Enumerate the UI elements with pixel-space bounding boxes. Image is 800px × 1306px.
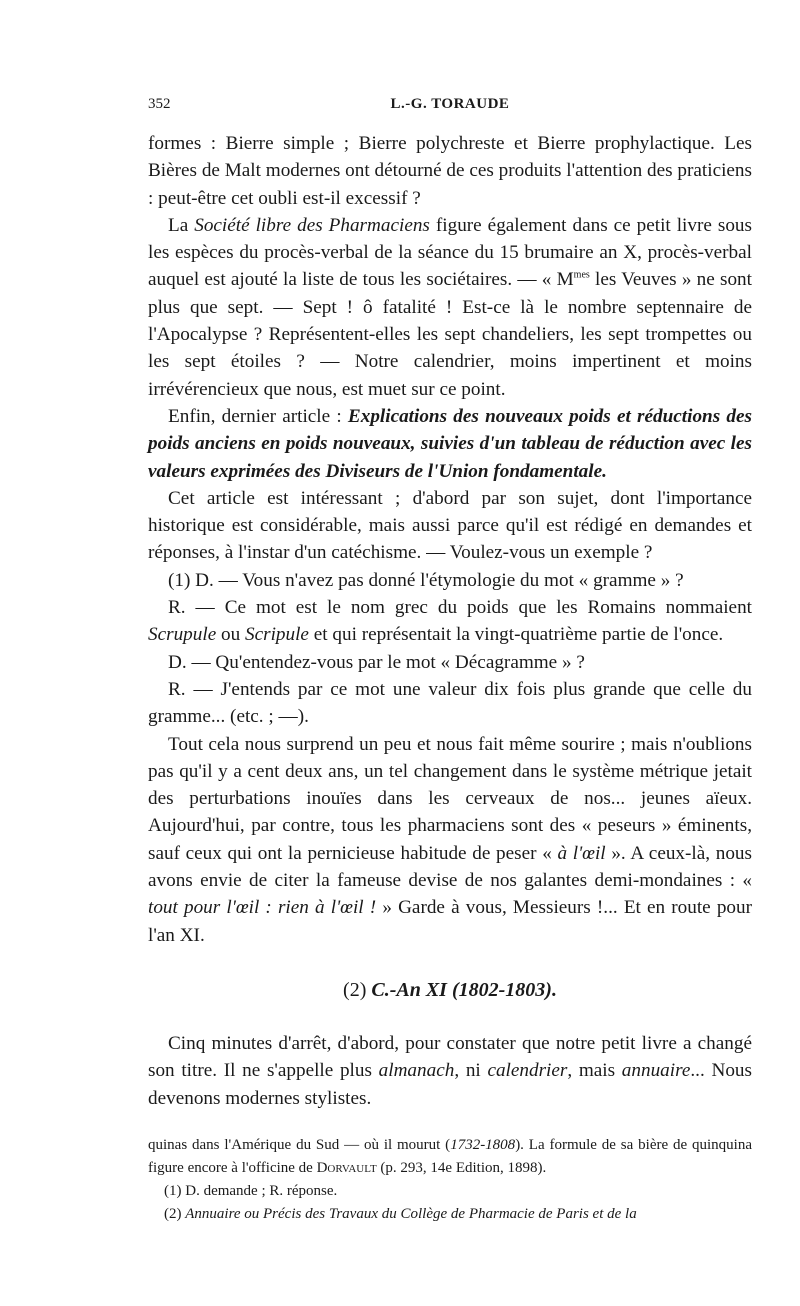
italic-run: annuaire: [621, 1060, 691, 1082]
italic-run: Scripule: [245, 624, 309, 646]
footnotes: [148, 1134, 752, 1226]
paragraph-10: [148, 1030, 752, 1112]
page-header: [148, 96, 752, 120]
text-run: La: [168, 214, 195, 236]
paragraph-4: [148, 485, 752, 567]
text-run: , mais: [567, 1060, 622, 1082]
text-run: les Veuves » ne sont plus que sept. — Sept ! ô fatalité ! Est-ce là le nombre septennaire de l'Apocalypse ? Représentent-elles les sept chandeliers, les sept trompettes ou les sept étoiles ? — Notre calendrier, moins impertinent et moins irrévérencieux que nous, est muet sur ce point.: [148, 269, 752, 400]
section-title-text: C.-An XI (1802-1803).: [371, 978, 557, 1001]
page-number: 352: [148, 96, 171, 112]
text-run: R. — J'entends par ce mot une valeur dix fois plus grande que celle du gramme... (etc. ; —).: [148, 678, 752, 728]
text-run: formes : Bierre simple ; Bierre polychreste et Bierre prophylactique. Les Bières de Malt modernes ont détourné de ces produits l'attention des praticiens : peut-être cet oubli est-il excessif ?: [148, 133, 752, 209]
paragraph-9: [148, 731, 752, 949]
superscript: mes: [573, 270, 590, 282]
text-run: D. — Qu'entendez-vous par le mot « Décagramme » ?: [168, 651, 585, 673]
italic-run: tout pour l'œil : rien à l'œil !: [148, 897, 377, 919]
text-run: ». A ceux-là, nous avons envie de citer la fameuse devise de nos galantes demi-mondaines : «: [148, 842, 752, 892]
text-run: Enfin, dernier article :: [168, 405, 348, 427]
text-run: Cet article est intéressant ; d'abord par son sujet, dont l'importance historique est considérable, mais aussi parce qu'il est rédigé en demandes et réponses, à l'instar d'un catéchisme. — Voulez-vous un exemple ?: [148, 487, 752, 564]
text-run: ). La formule de sa bière de quinquina figure encore à l'officine de: [148, 1136, 752, 1176]
footnote-2: [148, 1203, 752, 1226]
text-run: » Garde à vous, Messieurs !... Et en route pour l'an XI.: [148, 897, 753, 946]
italic-run: 1732-1808: [450, 1136, 516, 1153]
italic-run: Annuaire ou Précis des Travaux du Collège de Pharmacie de Paris et de la: [185, 1205, 637, 1222]
text-run: (1) D. demande ; R. réponse.: [164, 1182, 338, 1199]
running-title: L.-G. TORAUDE: [390, 96, 510, 112]
text-run: R. — Ce mot est le nom grec du poids que les Romains nommaient: [168, 597, 752, 619]
italic-run: almanach: [378, 1060, 455, 1082]
italic-run: Explications des nouveaux poids et réductions des poids anciens en poids nouveaux, suivies d'un tableau de réduction avec les valeurs exprimées des Diviseurs de l'Union fondamentale.: [148, 405, 752, 482]
paragraph-8: [148, 676, 752, 731]
italic-run: calendrier: [487, 1060, 568, 1082]
paragraph-2: [148, 212, 752, 403]
text-run: figure également dans ce petit livre sous les espèces du procès-verbal de la séance du 15 brumaire an X, procès-verbal auquel est ajouté la liste de tous les sociétaires. — « M: [148, 214, 752, 291]
section-heading: [148, 979, 752, 1002]
smallcaps-run: Dorvault: [316, 1159, 377, 1176]
paragraph-7: [148, 649, 752, 676]
text-run: ou: [216, 624, 245, 646]
text-run: , ni: [454, 1060, 488, 1082]
text-run: quinas dans l'Amérique du Sud — où il mourut (: [148, 1136, 451, 1153]
text-run: (p. 293, 14e Edition, 1898).: [376, 1159, 547, 1176]
paragraph-3: [148, 403, 752, 485]
text-run: et qui représentait la vingt-quatrième partie de l'once.: [308, 624, 724, 646]
italic-run: à l'œil: [557, 842, 606, 864]
paragraph-1: [148, 130, 752, 212]
italic-run: Scrupule: [148, 624, 217, 646]
footnote-continuation: [148, 1134, 752, 1180]
text-run: ... Nous devenons modernes stylistes.: [148, 1060, 752, 1109]
body-text: [148, 130, 752, 1112]
document-page: [148, 96, 752, 1226]
italic-run: Société libre des Pharmaciens: [194, 214, 430, 236]
text-run: (1) D. — Vous n'avez pas donné l'étymologie du mot « gramme » ?: [168, 569, 684, 591]
text-run: Tout cela nous surprend un peu et nous fait même sourire ; mais n'oublions pas qu'il y a cent deux ans, un tel changement dans le système métrique jetait des perturbations inouïes dans les cerveaux de nos... jeunes aïeux. Aujourd'hui, par contre, tous les pharmaciens sont des « peseurs » éminents, sauf ceux qui ont la pernicieuse habitude de peser «: [148, 733, 752, 864]
paragraph-5: [148, 567, 752, 594]
footnote-1: [148, 1180, 752, 1203]
paragraph-6: [148, 594, 752, 649]
text-run: Cinq minutes d'arrêt, d'abord, pour constater que notre petit livre a changé son titre. Il ne s'appelle plus: [148, 1032, 752, 1082]
section-number: (2): [343, 978, 372, 1001]
text-run: (2): [164, 1205, 186, 1222]
